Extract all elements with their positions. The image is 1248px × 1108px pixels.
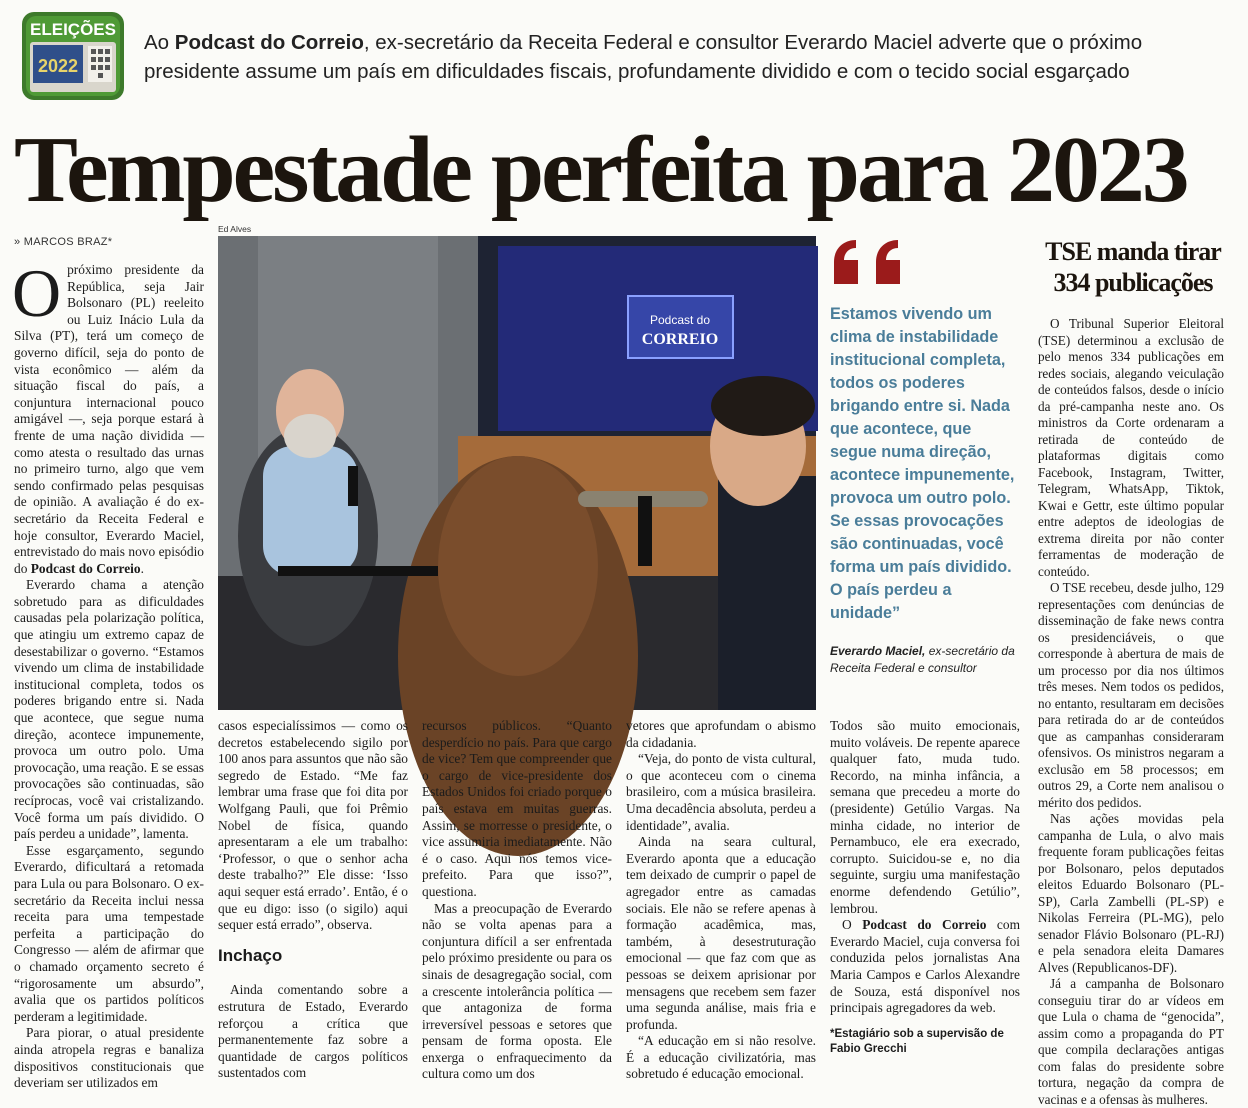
col4-p3: Ainda na seara cultural, Everardo aponta que a educação tem deixado de cumprir o papel de agregador entre as camadas sociais. Ele não se refere apenas à formação acadêmica, mas, também, à desestruturação emocional — que faz com que as pessoas se deixem aprisionar por mensagens que recebem sem fazer uma segunda análise, mais fria e profunda. <box>626 834 816 1032</box>
byline: » MARCOS BRAZ* <box>14 236 113 248</box>
quote-marks-icon <box>830 236 920 288</box>
col5-p2-prefix: O <box>842 917 863 933</box>
deck-rest: , ex-secretário da Receita Federal e consultor Everardo Maciel adverte que o próximo presidente assume um país em dificuldades fiscais, profundamente dividido e com o tecido social esgarçado <box>144 31 1143 83</box>
col1-p1-bold: Podcast do Correio <box>30 560 141 576</box>
col3-p2: Mas a preocupação de Everardo não se volta apenas para a conjuntura difícil a ser enfrentada pelo próximo presidente ou para os sinais de desagregação social, com a crescente intolerância política — que antagoniza de forma irreversível pessoas e setores que pensam de forma oposta. Ele enxerga o enfraquecimento da cultura como um dos <box>422 900 612 1082</box>
pull-quote <box>830 236 1020 676</box>
col5-p2-rest: com Everardo Maciel, cuja conversa foi conduzida pelos jornalistas Ana Maria Campos e Carlos Alexandre de Souza, está disponível nos principais agregadores da web. <box>830 917 1020 1016</box>
sidebar-p1: O Tribunal Superior Eleitoral (TSE) determinou a exclusão de pelo menos 334 publicações em redes sociais, alegando veiculação de conteúdos falsos, desde o início da pré-campanha neste ano. Os ministros da Corte ordenaram a retirada de conteúdo de plataformas digitais como Facebook, Instagram, Twitter, Telegram, WhatsApp, Tiktok, Kwai e Gettr, este último popular entre adeptos de ideologias de extrema direita por não conter ferramentas de moderação de conteúdo. <box>1038 316 1224 579</box>
col1-p1-end: . <box>140 560 144 576</box>
col5-p2-bold: Podcast do Correio <box>862 917 987 933</box>
badge-label: ELEIÇÕES <box>30 20 116 39</box>
col2-p2: Ainda comentando sobre a estrutura de Estado, Everardo reforçou a crítica que permanentemente faz sobre a quantidade de cargos políticos sustentados com <box>218 982 408 1081</box>
column-5 <box>830 718 1020 1057</box>
deck-bold: Podcast do Correio <box>174 31 364 54</box>
elections-2022-badge <box>18 8 128 108</box>
subhead-inchaco: Inchaço <box>218 945 283 965</box>
screen-logo-line1: Podcast do <box>649 313 711 327</box>
col4-p2: “Veja, do ponto de vista cultural, o que aconteceu com o cinema brasileiro, com a música brasileira. Uma decadência absoluta, perdeu a identidade”, avalia. <box>626 751 816 833</box>
column-4 <box>626 718 816 1083</box>
sidebar-p4: Já a campanha de Bolsonaro conseguiu tirar do ar vídeos em que Lula o chama de “genocida”, assim como a propaganda do PT que compila declarações antigas com falas do presidente sobre tortura, negação da compra de vacinas e a ofensas às mulheres. <box>1038 976 1224 1107</box>
screen-logo-line2: CORREIO <box>641 331 719 348</box>
quote-text: Estamos vivendo um clima de instabilidade institucional completa, todos os poderes brigando entre si. Nada que acontece, que segue numa direção, acontece impunemente, provoca um outro polo. Se essas provocações são continuadas, você forma um país dividido. O país perdeu a unidade” <box>830 305 1015 622</box>
footnote: *Estagiário sob a supervisão de Fabio Grecchi <box>830 1027 1004 1055</box>
quote-author: Everardo Maciel, <box>830 644 926 658</box>
col1-p2: Everardo chama a atenção sobretudo para as dificuldades causadas pela polarização política, que atingiu um extremo capaz de desestabilizar o governo. “Estamos vivendo um clima de instabilidade institucional completa, todos os poderes brigando entre si. Nada que acontece, que segue numa direção, acontece impunemente, provoca um outro polo. Uma provocação, uma reação. E se essas provocações são continuadas, são recíprocas, você vai cristalizando. Você forma um país dividido. O país perdeu a unidade”, lamenta. <box>14 577 204 842</box>
deck-prefix: Ao <box>144 31 175 54</box>
sidebar-p2: O TSE recebeu, desde julho, 129 representações com denúncias de disseminação de fake news contra os presidenciáveis, o que corresponde à abertura de mais de um processo por dia nos últimos três meses. Nem todos os pedidos, no entanto, resultaram em decisões para retirada do ar de conteúdos que as campanhas consideraram ofensivos. Os ministros negaram a exclusão em 58 processos; em outros 29, a Corte nem analisou o mérito dos pedidos. <box>1038 580 1224 810</box>
col4-p4: “A educação em si não resolve. É a educação civilizatória, mas sobretudo é educação emocional. <box>626 1033 816 1082</box>
col4-p1: vetores que aprofundam o abismo da cidadania. <box>626 718 816 750</box>
quote-attribution <box>830 643 1020 676</box>
col5-p1: Todos são muito emocionais, muito voláveis. De repente aparece qualquer fato, muda tudo. Recordo, na minha infância, a semana que precedeu a morte do (presidente) Getúlio Vargas. Na minha cidade, no interior de Pernambuco, ele era execrado, corrupto. Suicidou-se e, no dia seguinte, surgiu uma manifestação enorme defendendo Getúlio”, lembrou. <box>830 718 1020 916</box>
col2-p1: casos especialíssimos — como os decretos estabelecendo sigilo por 100 anos para assuntos que não são segredo de Estado. “Me faz lembrar uma frase que foi dita por Wolfgang Pauli, que foi Prêmio Nobel de física, quando apresentaram a ele um trabalho: ‘Professor, o que o senhor acha deste trabalho?” Ele disse: ‘Isso aqui sequer está errado’. Então, é o que eu digo: isso (o sigilo) aqui sequer está errado”, observa. <box>218 718 408 933</box>
col1-p4: Para piorar, o atual presidente ainda atropela regras e banaliza dispositivos constitucionais que deveriam ser utilizados em <box>14 1025 204 1091</box>
col3-p1: recursos públicos. “Quanto desperdício no país. Para que cargo de vice? Tem que compreender que o cargo de vice-presidente dos Estados Unidos foi criado porque o país estava em muitas guerras. Assim, se morresse o presidente, o vice assumiria imediatamente. Não é o caso. Aqui nós temos vice-prefeito. Para que isso?”, questiona. <box>422 718 612 899</box>
col5-p2 <box>830 917 1020 1017</box>
badge-year: 2022 <box>37 56 79 76</box>
headline: Tempestade perfeita para 2023 <box>14 118 1187 222</box>
col1-p3: Esse esgarçamento, segundo Everardo, dificultará a retomada para Lula ou para Bolsonaro. O ex-secretário da Receita inclui nessa receita para uma tempestade perfeita a participação do Congresso — além de afirmar que o chamado orçamento secreto é “rigorosamente um absurdo”, avalia que os partidos políticos perderam a legitimidade. <box>14 842 204 1024</box>
podcast-photo <box>218 236 816 710</box>
quote-role: ex-secretário da Receita Federal e consultor <box>830 644 1015 675</box>
photo-credit: Ed Alves <box>218 224 252 234</box>
column-1 <box>12 255 204 1092</box>
article-deck <box>144 28 1214 86</box>
column-2 <box>218 718 408 1082</box>
sidebar-p3: Nas ações movidas pela campanha de Lula, o alvo mais frequente foram publicações feitas por Bolsonaro, pelos deputados eleitos Eduardo Bolsonaro (PL-SP), Carla Zambelli (PL-SP) e Nikolas Ferreira (PL-MG), pelo senador Flávio Bolsonaro (PL-RJ) e pela senadora eleita Damares Alves (Republicanos-DF). <box>1038 811 1224 975</box>
column-3 <box>422 718 612 1083</box>
dropcap: O <box>12 255 62 331</box>
sidebar-body <box>1038 316 1224 1108</box>
col1-p1: próximo presidente da República, seja Jair Bolsonaro (PL) reeleito ou Luiz Inácio Lula da Silva (PT), terá um começo de governo difícil, seja do ponto de vista econômico — além da situação fiscal do país, a conjuntura internacional pouco amigável —, seja porque estará à frente de uma nação dividida — como atesta o resultado das urnas no primeiro turno, algo que vem sendo confirmado pelas pesquisas de opinião. A avaliação é do ex-secretário da Receita Federal e hoje consultor, Everardo Maciel, entrevistado do mais novo episódio do <box>14 262 204 576</box>
sidebar-title: TSE manda tirar 334 publicações <box>1045 237 1221 297</box>
